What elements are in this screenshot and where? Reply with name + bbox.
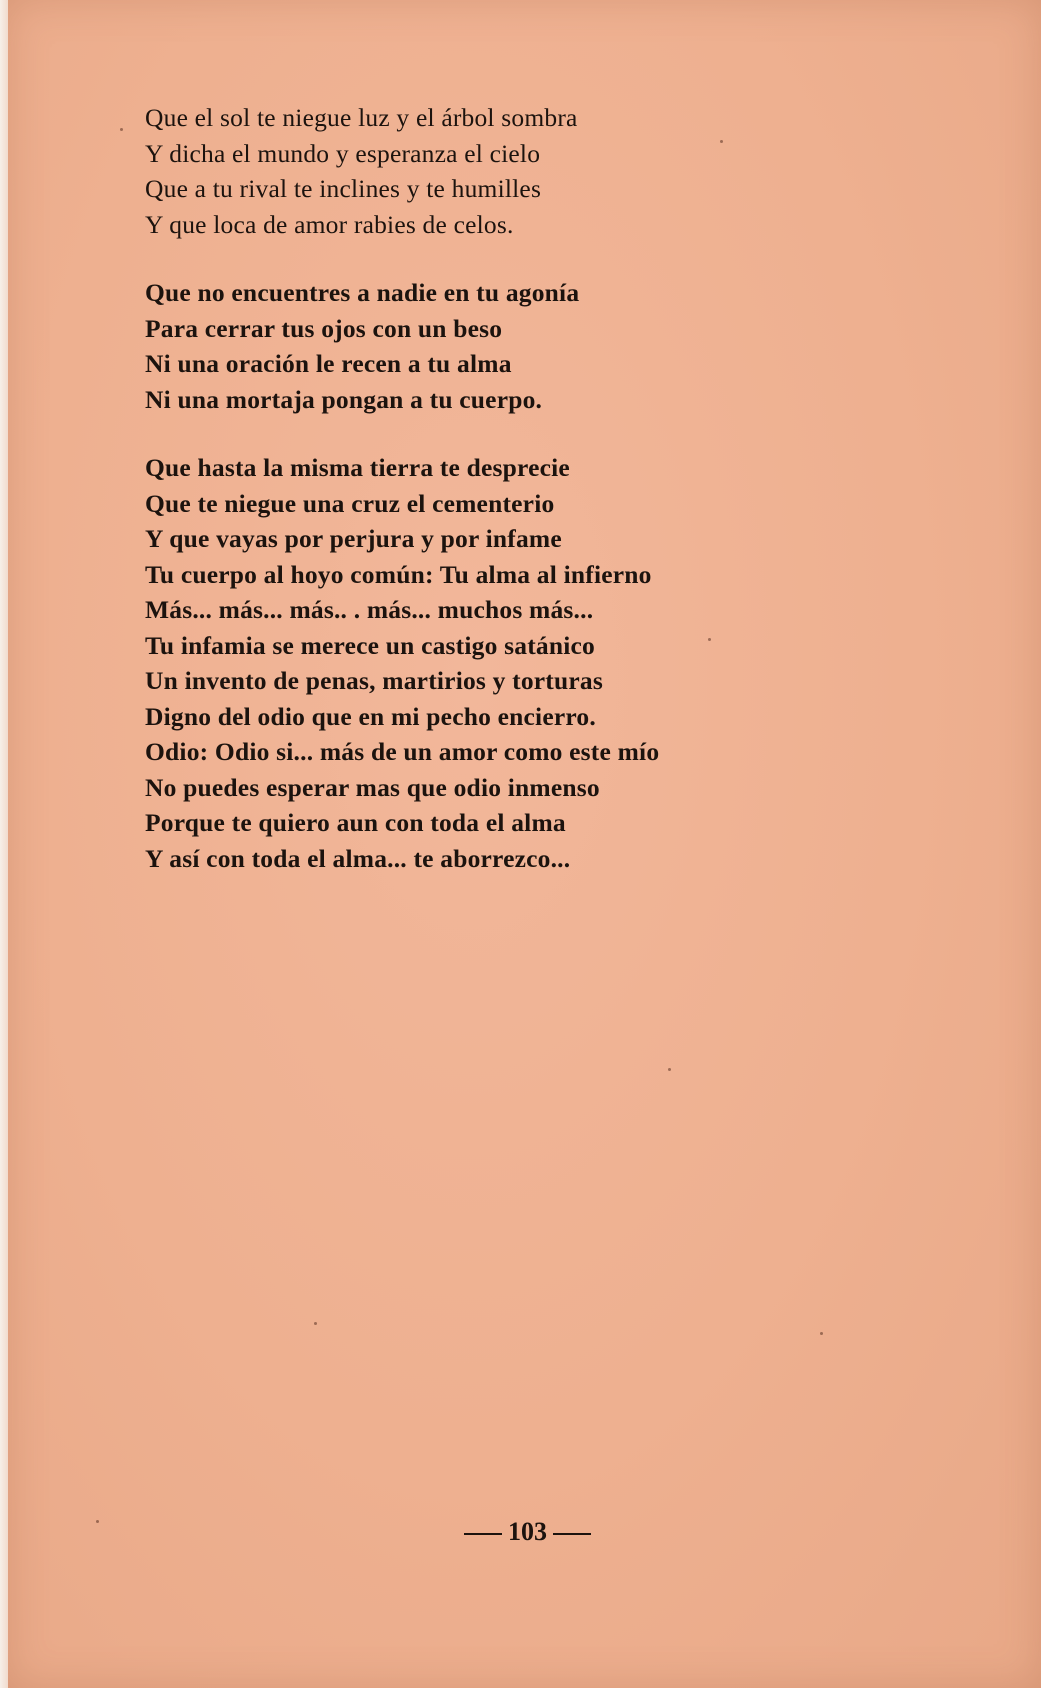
- paper-speck: [820, 1332, 823, 1335]
- poem-line: Y que vayas por perjura y por infame: [145, 524, 562, 553]
- poem-line: Que a tu rival te inclines y te humilles: [145, 174, 542, 203]
- poem-line: No puedes esperar mas que odio inmenso: [145, 772, 600, 802]
- poem-line: Que el sol te niegue luz y el árbol sombra: [145, 103, 578, 132]
- poem-line: Digno del odio que en mi pecho encierro.: [145, 701, 596, 731]
- stanza-2: [145, 275, 945, 417]
- poem-line: Porque te quiero aun con toda el alma: [145, 808, 566, 837]
- poem-line: Un invento de penas, martirios y torturas: [145, 666, 603, 695]
- stanza-1: [145, 100, 945, 242]
- paper-speck: [668, 1068, 671, 1071]
- page-number: [0, 1517, 1041, 1547]
- page-number-value: 103: [508, 1517, 547, 1546]
- poem-line: Que no encuentres a nadie en tu agonía: [145, 278, 580, 307]
- poem-text: [145, 100, 945, 876]
- stanza-3: [145, 450, 945, 876]
- poem-line: Ni una oración le recen a tu alma: [145, 349, 512, 378]
- poem-line: Más... más... más.. . más... muchos más...: [145, 595, 594, 624]
- poem-line: Tu cuerpo al hoyo común: Tu alma al infierno: [145, 559, 652, 589]
- paper-speck: [314, 1322, 317, 1325]
- dash-right: [553, 1533, 591, 1535]
- poem-line: Odio: Odio si... más de un amor como este mío: [145, 737, 660, 766]
- poem-line: Que te niegue una cruz el cementerio: [145, 488, 555, 518]
- poem-line: Y que loca de amor rabies de celos.: [145, 209, 514, 239]
- dash-left: [464, 1533, 502, 1535]
- poem-line: Que hasta la misma tierra te desprecie: [145, 453, 570, 482]
- poem-line: Y así con toda el alma... te aborrezco...: [145, 843, 571, 873]
- poem-line: Ni una mortaja pongan a tu cuerpo.: [145, 384, 543, 414]
- paper-speck: [120, 128, 123, 131]
- poem-line: Y dicha el mundo y esperanza el cielo: [145, 138, 541, 168]
- poem-line: Tu infamia se merece un castigo satánico: [145, 630, 595, 660]
- poem-line: Para cerrar tus ojos con un beso: [145, 313, 503, 343]
